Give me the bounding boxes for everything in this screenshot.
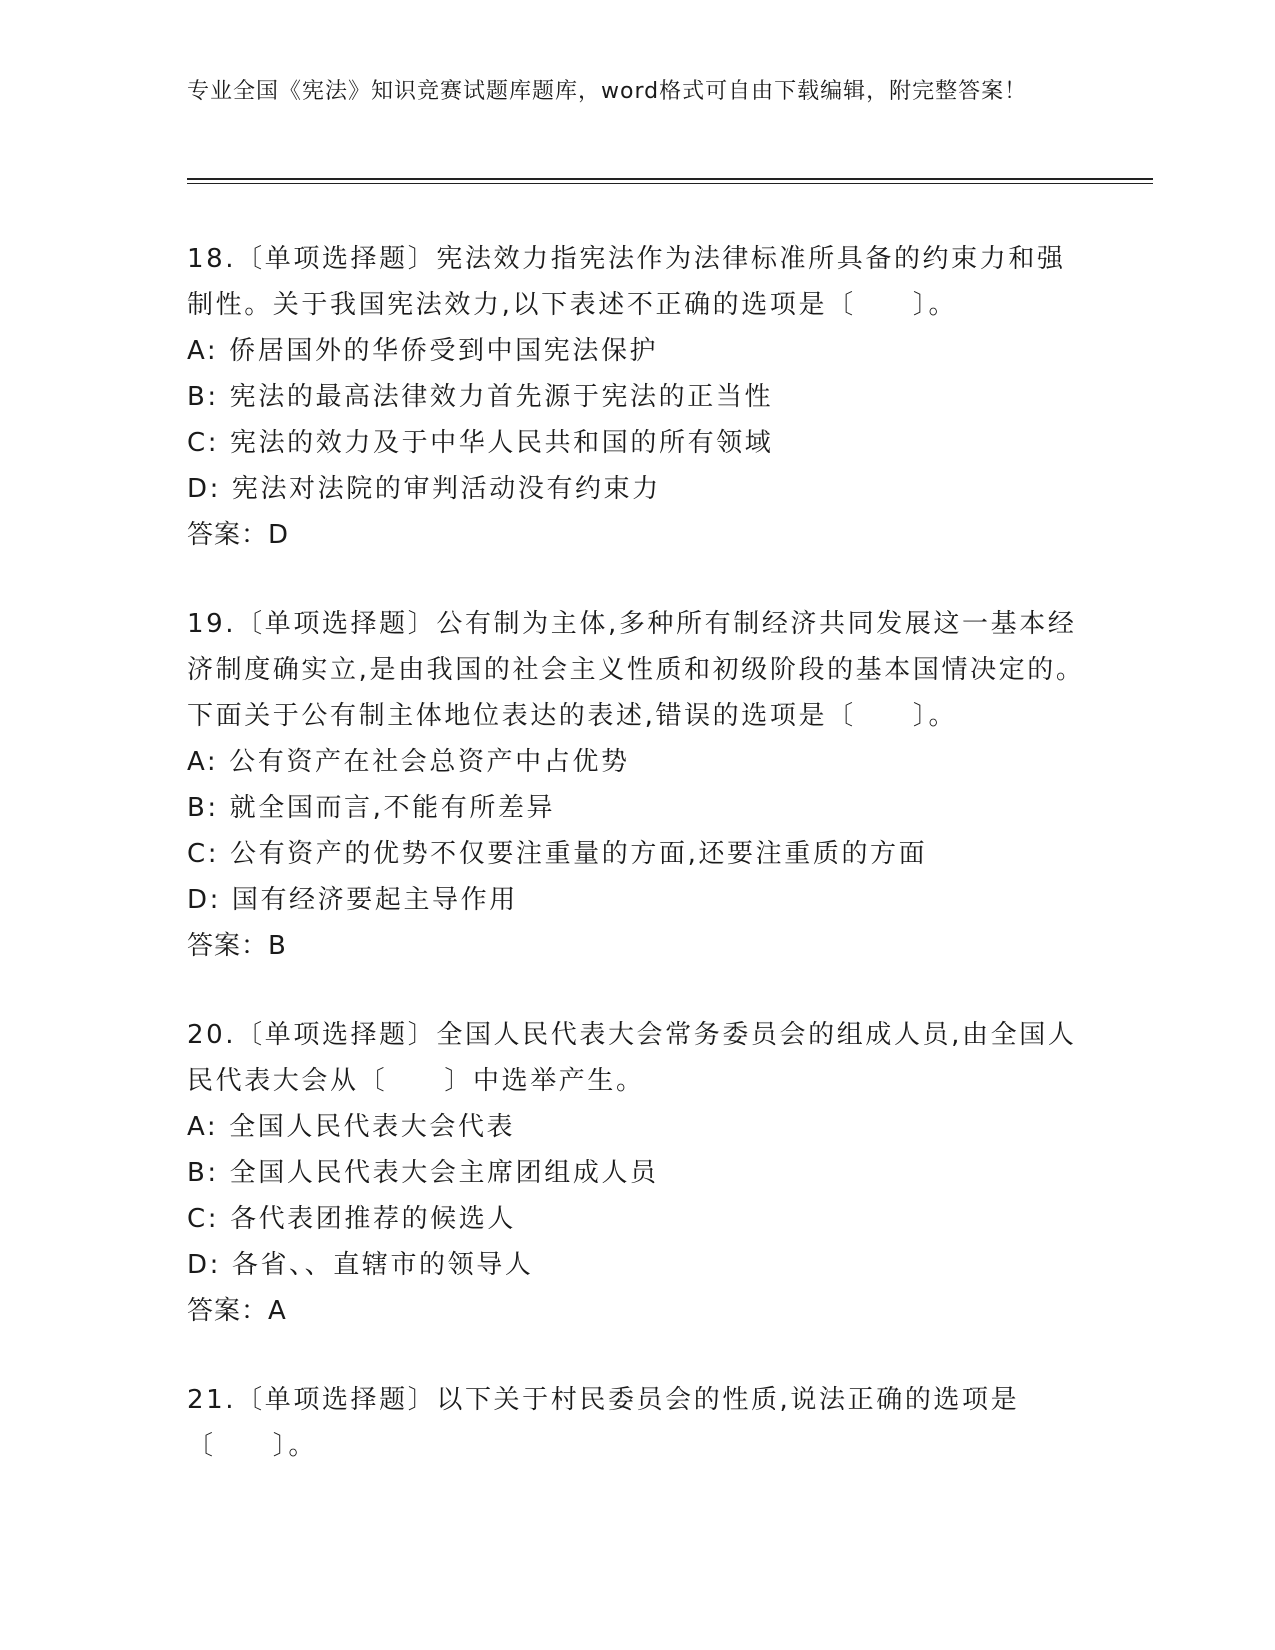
option-c: C: 宪法的效力及于中华人民共和国的所有领域	[187, 428, 774, 458]
page-header: 专业全国《宪法》知识竞赛试题库题库，word格式可自由下载编辑，附完整答案！	[187, 79, 1028, 104]
question-stem: 18.〔单项选择题〕宪法效力指宪法作为法律标准所具备的约束力和强制性。关于我国宪法效力,以下表述不正确的选项是〔 〕。	[187, 244, 1066, 320]
option-d: D: 各省、、直辖市的领导人	[187, 1250, 534, 1280]
question-stem: 21.〔单项选择题〕以下关于村民委员会的性质,说法正确的选项是〔 〕。	[187, 1385, 1020, 1461]
option-c: C: 各代表团推荐的候选人	[187, 1204, 516, 1234]
option-a: A: 侨居国外的华侨受到中国宪法保护	[187, 336, 659, 366]
question-18	[187, 236, 1087, 558]
header-divider-thin	[187, 183, 1153, 184]
answer-line: 答案：B	[187, 931, 287, 961]
question-stem: 20.〔单项选择题〕全国人民代表大会常务委员会的组成人员,由全国人民代表大会从〔 〕中选举产生。	[187, 1020, 1077, 1096]
option-d: D: 国有经济要起主导作用	[187, 885, 518, 915]
answer-line: 答案：D	[187, 520, 290, 550]
option-c: C: 公有资产的优势不仅要注重量的方面,还要注重质的方面	[187, 839, 928, 869]
question-list	[187, 236, 1087, 1512]
answer-line: 答案：A	[187, 1296, 287, 1326]
option-b: B: 宪法的最高法律效力首先源于宪法的正当性	[187, 382, 774, 412]
header-divider-thick	[187, 178, 1153, 180]
question-stem: 19.〔单项选择题〕公有制为主体,多种所有制经济共同发展这一基本经济制度确实立,是由我国的社会主义性质和初级阶段的基本国情决定的。下面关于公有制主体地位表达的表述,错误的选项是〔 〕。	[187, 609, 1085, 731]
option-a: A: 公有资产在社会总资产中占优势	[187, 747, 630, 777]
question-21	[187, 1377, 1087, 1469]
option-d: D: 宪法对法院的审判活动没有约束力	[187, 474, 661, 504]
question-20	[187, 1012, 1087, 1334]
question-19	[187, 601, 1087, 969]
option-b: B: 全国人民代表大会主席团组成人员	[187, 1158, 659, 1188]
option-b: B: 就全国而言,不能有所差异	[187, 793, 556, 823]
option-a: A: 全国人民代表大会代表	[187, 1112, 516, 1142]
